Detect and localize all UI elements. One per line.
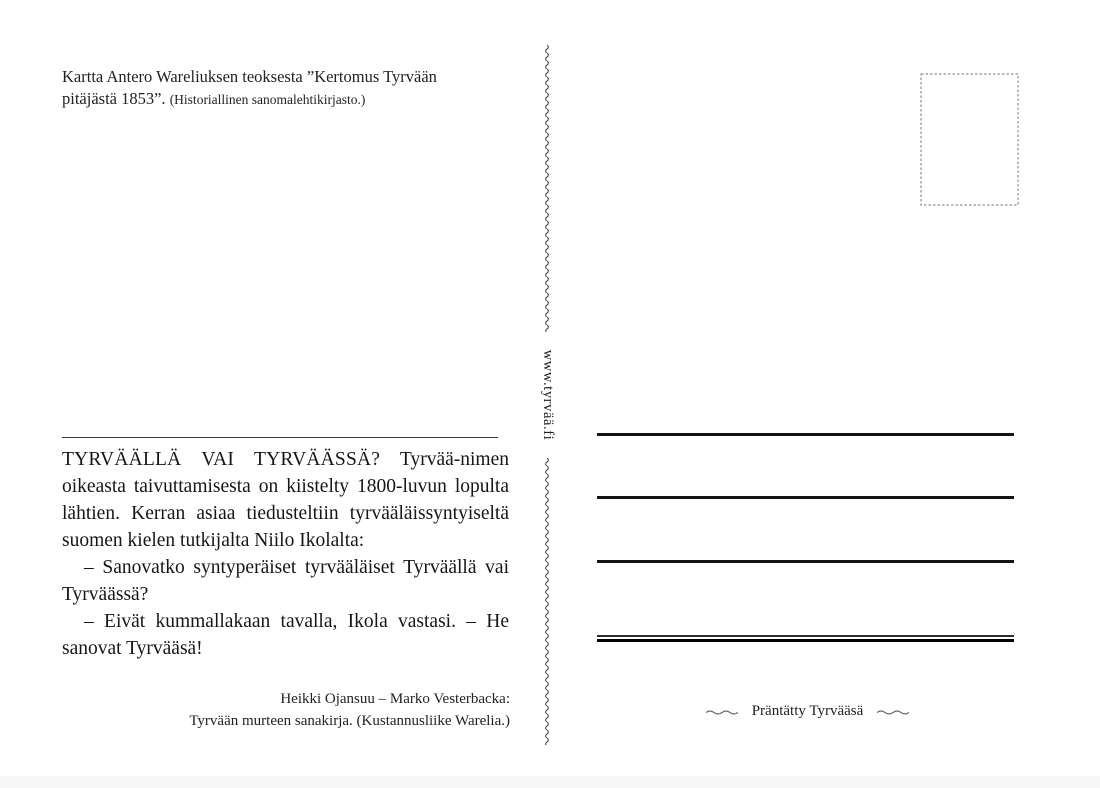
zigzag-divider-top [543, 45, 551, 332]
map-caption-source: (Historiallinen sanomalehtikirjasto.) [169, 92, 366, 107]
scan-edge [0, 776, 1100, 788]
address-line-3 [597, 560, 1014, 563]
credits-authors: Heikki Ojansuu – Marko Vesterbacka: [280, 691, 510, 707]
address-line-4-double [597, 635, 1014, 642]
website-label: www.tyrvää.fi [540, 349, 556, 441]
story-divider-rule [62, 437, 498, 438]
credits [62, 688, 510, 732]
printed-note [700, 703, 915, 720]
map-caption [62, 66, 492, 111]
story-paragraph [62, 446, 509, 554]
address-line-2 [597, 496, 1014, 499]
wavy-dash-icon [876, 708, 910, 716]
zigzag-divider-bottom [543, 458, 551, 745]
story-dialogue-question: – Sanovatko syntyperäiset tyrvääläiset Tyrväällä vai Tyrväässä? [62, 557, 509, 605]
map-caption-text: Kartta Antero Wareliuksen teoksesta ”Kertomus Tyrvään pitäjästä 1853”. [62, 67, 437, 108]
printed-note-text: Präntätty Tyrvääsä [751, 703, 864, 719]
stamp-box [920, 73, 1020, 207]
credits-book: Tyrvään murteen sanakirja. (Kustannusliike Warelia.) [189, 713, 510, 729]
story-dialogue-answer: – Eivät kummallakaan tavalla, Ikola vastasi. – He sanovat Tyrvääsä! [62, 611, 509, 659]
story-text [62, 446, 509, 662]
wavy-dash-icon [705, 708, 739, 716]
story-heading: TYRVÄÄLLÄ VAI TYRVÄÄSSÄ? [62, 449, 381, 470]
address-line-1 [597, 433, 1014, 436]
story-lead-rest: Tyrvää-nimen oikeasta taivuttamisesta on kiistelty 1800-luvun lopulta lähtien. Kerran asiaa tiedusteltiin tyrvääläissyntyiseltä suomen kielen tutkijalta Niilo Ikolalta: [62, 449, 509, 551]
